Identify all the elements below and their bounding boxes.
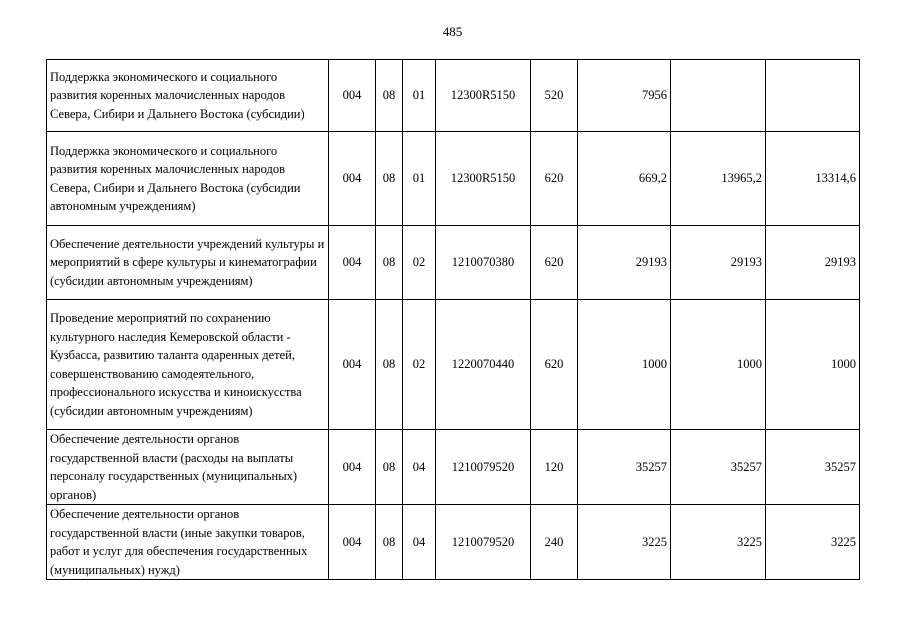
expense-type-code: 620 xyxy=(531,300,578,430)
amount-cell-3: 29193 xyxy=(766,226,860,300)
amount-cell-2 xyxy=(671,60,766,132)
ministry-code: 004 xyxy=(329,430,376,505)
target-article-code: 12300R5150 xyxy=(436,60,531,132)
row-description: Поддержка экономического и социального развития коренных малочисленных народов Севера, Сибири и Дальнего Востока (субсидии автономным учреждениям) xyxy=(47,132,329,226)
ministry-code: 004 xyxy=(329,505,376,580)
ministry-code: 004 xyxy=(329,60,376,132)
table-row xyxy=(47,60,860,132)
ministry-code: 004 xyxy=(329,226,376,300)
target-article-code: 1210070380 xyxy=(436,226,531,300)
amount-cell-1: 3225 xyxy=(578,505,671,580)
row-description: Поддержка экономического и социального развития коренных малочисленных народов Севера, Сибири и Дальнего Востока (субсидии) xyxy=(47,60,329,132)
budget-table xyxy=(46,59,860,580)
target-article-code: 1210079520 xyxy=(436,505,531,580)
amount-cell-1: 7956 xyxy=(578,60,671,132)
amount-cell-1: 1000 xyxy=(578,300,671,430)
target-article-code: 1210079520 xyxy=(436,430,531,505)
section-code: 08 xyxy=(376,430,403,505)
table-row xyxy=(47,430,860,505)
section-code: 08 xyxy=(376,60,403,132)
section-code: 08 xyxy=(376,132,403,226)
page-number: 485 xyxy=(442,24,463,39)
table-row xyxy=(47,300,860,430)
section-code: 08 xyxy=(376,300,403,430)
subsection-code: 04 xyxy=(403,430,436,505)
table-row xyxy=(47,226,860,300)
amount-cell-2: 13965,2 xyxy=(671,132,766,226)
expense-type-code: 620 xyxy=(531,226,578,300)
amount-cell-3 xyxy=(766,60,860,132)
amount-cell-2: 35257 xyxy=(671,430,766,505)
amount-cell-2: 29193 xyxy=(671,226,766,300)
subsection-code: 02 xyxy=(403,226,436,300)
ministry-code: 004 xyxy=(329,300,376,430)
amount-cell-1: 35257 xyxy=(578,430,671,505)
table-row xyxy=(47,132,860,226)
amount-cell-3: 1000 xyxy=(766,300,860,430)
amount-cell-3: 3225 xyxy=(766,505,860,580)
amount-cell-3: 35257 xyxy=(766,430,860,505)
subsection-code: 04 xyxy=(403,505,436,580)
amount-cell-1: 29193 xyxy=(578,226,671,300)
amount-cell-3: 13314,6 xyxy=(766,132,860,226)
row-description: Обеспечение деятельности органов государственной власти (иные закупки товаров, работ и услуг для обеспечения государственных (муниципальных) нужд) xyxy=(47,505,329,580)
table-row xyxy=(47,505,860,580)
row-description: Обеспечение деятельности органов государственной власти (расходы на выплаты персоналу государственных (муниципальных) органов) xyxy=(47,430,329,505)
amount-cell-2: 3225 xyxy=(671,505,766,580)
ministry-code: 004 xyxy=(329,132,376,226)
row-description: Обеспечение деятельности учреждений культуры и мероприятий в сфере культуры и кинематографии (субсидии автономным учреждениям) xyxy=(47,226,329,300)
expense-type-code: 240 xyxy=(531,505,578,580)
section-code: 08 xyxy=(376,505,403,580)
expense-type-code: 120 xyxy=(531,430,578,505)
expense-type-code: 620 xyxy=(531,132,578,226)
row-description: Проведение мероприятий по сохранению культурного наследия Кемеровской области - Кузбасса, развитию таланта одаренных детей, совершенствованию самодеятельного, профессионального искусства и киноискусства (субсидии автономным учреждениям) xyxy=(47,300,329,430)
target-article-code: 12300R5150 xyxy=(436,132,531,226)
subsection-code: 02 xyxy=(403,300,436,430)
subsection-code: 01 xyxy=(403,132,436,226)
section-code: 08 xyxy=(376,226,403,300)
target-article-code: 1220070440 xyxy=(436,300,531,430)
amount-cell-1: 669,2 xyxy=(578,132,671,226)
subsection-code: 01 xyxy=(403,60,436,132)
amount-cell-2: 1000 xyxy=(671,300,766,430)
expense-type-code: 520 xyxy=(531,60,578,132)
